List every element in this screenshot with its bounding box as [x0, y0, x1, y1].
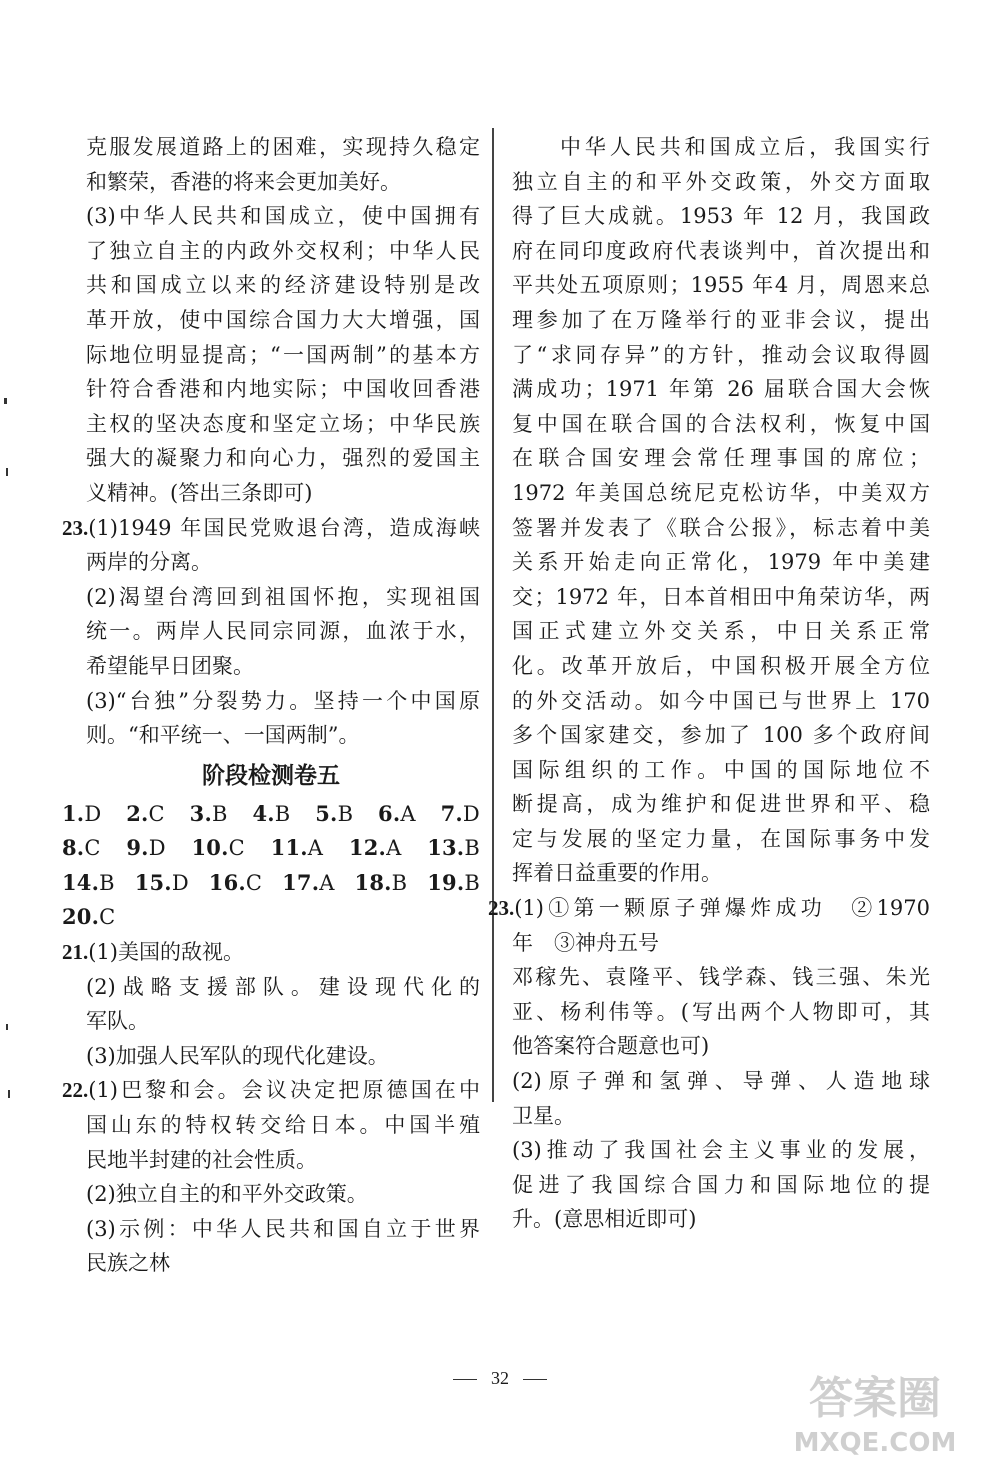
text-line: 交；1972 年，日本首相田中角荣访华，两 [512, 584, 930, 609]
answer-item: 9.D [126, 835, 166, 861]
watermark-cn: 答案圈 [809, 1373, 941, 1424]
footer-dash [523, 1379, 547, 1380]
text-line: 了独立自主的内政外交权利；中华人民 [86, 238, 480, 263]
answer-item: 7.D [440, 800, 480, 826]
answer-row [62, 866, 480, 901]
text-line: 民族之林 [86, 1251, 170, 1276]
text-line: 义精神。(答出三条即可) [86, 480, 313, 505]
text-line: (3)加强人民军队的现代化建设。 [86, 1043, 389, 1068]
question-number: 23. [488, 896, 515, 921]
section-title: 阶段检测卷五 [202, 762, 340, 789]
question-23-line [62, 511, 480, 546]
text-line: 复中国在联合国的合法权利，恢复中国 [512, 411, 930, 436]
answer-item: 14.B [62, 869, 115, 895]
question-23-line [488, 891, 930, 926]
page-number-text: 32 [491, 1368, 509, 1388]
question-number: 22. [62, 1078, 89, 1103]
text-line: 在联合国安理会常任理事国的席位； [512, 446, 930, 471]
text-line: 克服发展道路上的困难，实现持久稳定 [86, 135, 480, 159]
text-span: (1)1949 年国民党败退台湾，造成海峡 [88, 515, 480, 540]
text-line: 化。改革开放后，中国积极开展全方位 [512, 653, 930, 678]
answer-item: 8.C [62, 835, 101, 861]
text-line: 希望能早日团聚。 [86, 653, 254, 678]
answer-item: 1.D [62, 800, 102, 826]
answer-key [62, 797, 480, 935]
answer-item: 3.B [189, 800, 228, 826]
text-line: 国正式建立外交关系，中日关系正常 [512, 619, 930, 644]
text-line: 府在同印度政府代表谈判中，首次提出和 [512, 238, 930, 263]
text-line: 定与发展的坚定力量，在国际事务中发 [512, 826, 930, 851]
text-line: 了“求同存异”的方针，推动会议取得圆 [512, 342, 930, 367]
text-line: 升。(意思相近即可) [512, 1207, 697, 1232]
watermark-logo [770, 1361, 980, 1461]
text-line: 强大的凝聚力和向心力，强烈的爱国主 [86, 446, 480, 471]
right-column [488, 130, 930, 1237]
text-line: 独立自主的和平外交政策，外交方面取 [512, 169, 930, 194]
text-line: (3)推动了我国社会主义事业的发展， [512, 1138, 930, 1163]
text-line: 革开放，使中国综合国力大大增强，国 [86, 307, 480, 332]
text-line: 平共处五项原则；1955 年4 月，周恩来总 [512, 273, 930, 298]
text-line: 则。“和平统一、一国两制”。 [86, 723, 360, 748]
answer-item: 20.C [62, 904, 116, 930]
text-line: 两岸的分离。 [86, 550, 212, 575]
answer-item: 18.B [354, 869, 408, 895]
text-line: (2)原子弹和氢弹、导弹、人造地球 [512, 1069, 930, 1094]
question-number: 21. [62, 940, 89, 965]
text-line: 亚、杨利伟等。(写出两个人物即可，其 [512, 999, 930, 1024]
left-column [62, 130, 480, 1281]
text-line: 卫星。 [512, 1103, 575, 1128]
text-line: 促进了我国综合国力和国际地位的提 [512, 1172, 930, 1197]
text-line: 他答案符合题意也可) [512, 1034, 710, 1059]
answer-item: 5.B [315, 800, 354, 826]
text-line: 多个国家建交，参加了 100 多个政府间 [512, 723, 930, 748]
text-line: 邓稼先、袁隆平、钱学森、钱三强、朱光 [512, 965, 930, 990]
column-divider [492, 128, 494, 1102]
answer-item: 11.A [270, 835, 324, 861]
answer-item: 2.C [126, 800, 165, 826]
answer-item: 6.A [378, 800, 416, 826]
text-line: 1972 年美国总统尼克松访华，中美双方 [512, 480, 930, 505]
text-line: (3)示例：中华人民共和国自立于世界 [86, 1216, 480, 1241]
text-line: 际地位明显提高；“一国两制”的基本方 [86, 342, 480, 367]
text-line: 年 ③神舟五号 [512, 930, 659, 955]
answer-item: 15.D [134, 869, 189, 895]
answer-item: 10.C [191, 835, 245, 861]
text-line: 主权的坚决态度和坚定立场；中华民族 [86, 411, 480, 436]
answer-item: 13.B [427, 835, 480, 861]
text-line: 和繁荣，香港的将来会更加美好。 [86, 169, 401, 194]
text-line: 国际组织的工作。中国的国际地位不 [512, 757, 930, 782]
text-line: 针符合香港和内地实际；中国收回香港 [86, 377, 480, 402]
watermark-en: MXQE.COM [793, 1428, 957, 1458]
text-span: (1)美国的敌视。 [88, 940, 244, 965]
scan-mark [4, 398, 7, 404]
text-line: 军队。 [86, 1009, 149, 1034]
text-line: 断提高，成为维护和促进世界和平、稳 [512, 792, 930, 817]
answer-item: 19.B [427, 869, 480, 895]
answer-row [62, 797, 480, 832]
text-line: 统一。两岸人民同宗同源，血浓于水， [86, 619, 480, 644]
text-line: 的外交活动。如今中国已与世界上 170 [512, 688, 930, 713]
question-number: 23. [62, 515, 89, 540]
answer-item: 4.B [252, 800, 291, 826]
text-line: (2)独立自主的和平外交政策。 [86, 1182, 368, 1207]
text-line: 关系开始走向正常化，1979 年中美建 [512, 550, 930, 575]
question-22-line [62, 1073, 480, 1108]
question-21-line [62, 935, 480, 970]
text-line: 中华人民共和国成立后，我国实行 [560, 135, 930, 159]
answer-row [62, 831, 480, 866]
text-line: 共和国成立以来的经济建设特别是改 [86, 273, 480, 298]
text-span: (1)巴黎和会。会议决定把原德国在中 [88, 1078, 480, 1103]
text-line: (3)“台独”分裂势力。坚持一个中国原 [86, 688, 480, 713]
text-line: 理参加了在万隆举行的亚非会议，提出 [512, 307, 930, 332]
text-line: 挥着日益重要的作用。 [512, 861, 722, 886]
text-line: 签署并发表了《联合公报》，标志着中美 [512, 515, 930, 540]
answer-item: 17.A [282, 869, 335, 895]
text-line: 民地半封建的社会性质。 [86, 1147, 317, 1172]
text-line: (2)战略支援部队。建设现代化的 [86, 974, 480, 999]
answer-item: 12.A [348, 835, 402, 861]
text-line: (2)渴望台湾回到祖国怀抱，实现祖国 [86, 584, 480, 609]
answer-row [62, 900, 480, 935]
text-span: (1)①第一颗原子弹爆炸成功 ②1970 [514, 896, 930, 921]
answer-item: 16.C [208, 869, 263, 895]
scan-mark [6, 1024, 8, 1030]
scan-mark [6, 468, 8, 476]
text-line: 国山东的特权转交给日本。中国半殖 [86, 1113, 480, 1138]
text-line: 满成功；1971 年第 26 届联合国大会恢 [512, 377, 930, 402]
text-line: 得了巨大成就。1953 年 12 月，我国政 [512, 204, 930, 229]
scan-mark [8, 1090, 10, 1098]
text-line: (3)中华人民共和国成立，使中国拥有 [86, 204, 480, 229]
footer-dash [453, 1379, 477, 1380]
